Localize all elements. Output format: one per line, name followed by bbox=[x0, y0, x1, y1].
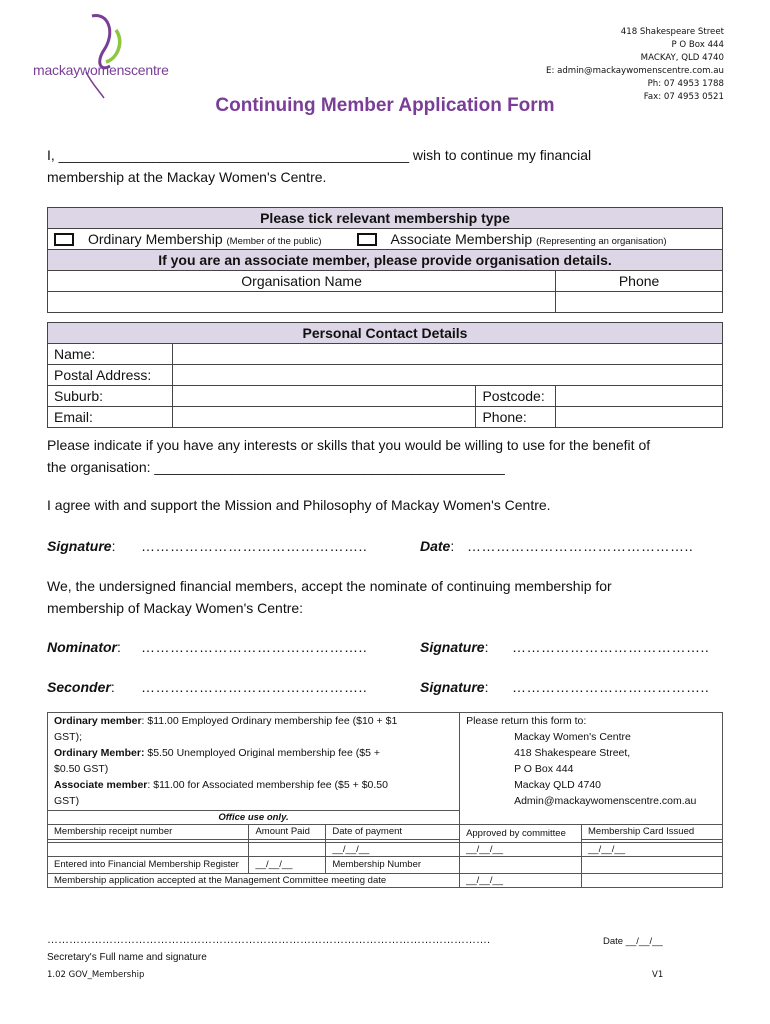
logo-text: mackaywomenscentre bbox=[33, 62, 169, 78]
accepted-blank-field[interactable] bbox=[582, 874, 723, 888]
interests-line: the organisation: _____________________________________________ bbox=[47, 459, 505, 475]
phone-label: Phone: bbox=[476, 407, 556, 428]
email-label: Email: bbox=[48, 407, 173, 428]
return-info bbox=[460, 713, 723, 825]
contact-header: Personal Contact Details bbox=[48, 323, 723, 344]
address-line: 418 Shakespeare Street bbox=[620, 27, 724, 37]
logo-swirl-icon bbox=[70, 12, 140, 102]
amount-label: Amount Paid bbox=[249, 825, 326, 840]
return-heading: Please return this form to: bbox=[466, 715, 587, 727]
seconder-signature-label: Signature bbox=[420, 679, 485, 695]
agree-text: I agree with and support the Mission and Philosophy of Mackay Women's Centre. bbox=[47, 497, 551, 513]
page-title: Continuing Member Application Form bbox=[215, 95, 555, 116]
undersigned-text bbox=[47, 575, 727, 619]
seconder-row: Seconder: ……………………………………….. Signature: ………………………………….. bbox=[47, 676, 727, 698]
accepted-date-value[interactable]: __/__/__ bbox=[460, 874, 582, 888]
secretary-signature-dots[interactable]: …………………………………………………………………………………………………………. bbox=[47, 934, 491, 946]
date-label: Date bbox=[420, 538, 451, 554]
undersigned-line: We, the undersigned financial members, accept the nominate of continuing membership for bbox=[47, 578, 612, 594]
address-line: MACKAY, QLD 4740 bbox=[640, 53, 724, 63]
amount-field-2[interactable] bbox=[249, 843, 326, 857]
name-label: Name: bbox=[48, 344, 173, 365]
associate-details-header: If you are an associate member, please provide organisation details. bbox=[48, 250, 723, 271]
fee-line: GST) bbox=[54, 795, 80, 807]
nominator-signature-label: Signature bbox=[420, 639, 485, 655]
address-line: Fax: 07 4953 0521 bbox=[643, 92, 724, 102]
nominator-label: Nominator bbox=[47, 639, 117, 655]
office-table bbox=[47, 712, 723, 888]
return-line: Mackay Women's Centre bbox=[514, 731, 631, 743]
address-line: E: admin@mackaywomenscentre.com.au bbox=[546, 66, 724, 76]
card-date-value[interactable]: __/__/__ bbox=[582, 843, 723, 857]
intro-line: I, _____________________________________________ wish to continue my financial bbox=[47, 147, 592, 163]
intro-line: membership at the Mackay Women's Centre. bbox=[47, 169, 327, 185]
approved-date-value[interactable]: __/__/__ bbox=[460, 843, 582, 857]
return-email: Admin@mackaywomenscentre.com.au bbox=[514, 795, 697, 807]
email-field[interactable] bbox=[172, 407, 476, 428]
fee-ordinary-label: Ordinary member bbox=[54, 715, 142, 727]
signature-dots[interactable]: ……………………………………….. bbox=[141, 538, 368, 554]
postal-field[interactable] bbox=[172, 365, 722, 386]
associate-note: (Representing an organisation) bbox=[536, 236, 667, 247]
seconder-dots[interactable]: ……………………………………….. bbox=[141, 679, 368, 695]
fees-info bbox=[48, 713, 460, 811]
fee-associate-label: Associate member bbox=[54, 779, 148, 791]
org-name-label: Organisation Name bbox=[48, 271, 556, 292]
ordinary-option[interactable] bbox=[48, 229, 357, 250]
signature-label: Signature bbox=[47, 538, 112, 554]
approved-label: Approved by committee bbox=[460, 825, 582, 843]
membership-number-label: Membership Number bbox=[326, 857, 460, 874]
return-line: P O Box 444 bbox=[514, 763, 574, 775]
associate-option[interactable] bbox=[357, 229, 723, 250]
payment-date-label: Date of payment bbox=[326, 825, 460, 840]
address-line: P O Box 444 bbox=[671, 40, 724, 50]
fee-unemployed-text: $5.50 Unemployed Original membership fee ($5 + bbox=[144, 747, 380, 759]
org-phone-field[interactable] bbox=[556, 292, 723, 313]
ordinary-checkbox[interactable] bbox=[54, 233, 74, 246]
fee-line: GST); bbox=[54, 731, 82, 743]
seconder-label: Seconder bbox=[47, 679, 111, 695]
interests-line: Please indicate if you have any interests or skills that you would be willing to use for the benefit of bbox=[47, 437, 651, 453]
ordinary-label: Ordinary Membership bbox=[88, 231, 223, 247]
accepted-label: Membership application accepted at the Management Committee meeting date bbox=[48, 874, 460, 888]
name-field[interactable] bbox=[172, 344, 722, 365]
intro-text bbox=[47, 144, 727, 188]
secretary-label: Secretary's Full name and signature bbox=[47, 952, 207, 963]
postal-label: Postal Address: bbox=[48, 365, 173, 386]
receipt-label: Membership receipt number bbox=[48, 825, 249, 840]
fee-ordinary-text: : $11.00 Employed Ordinary membership fee ($10 + $1 bbox=[141, 715, 398, 727]
fee-associate-text: : $11.00 for Associated membership fee ($5 + $0.50 bbox=[147, 779, 388, 791]
entered-date-value[interactable]: __/__/__ bbox=[249, 857, 326, 874]
card-label: Membership Card Issued bbox=[582, 825, 723, 840]
postcode-label: Postcode: bbox=[476, 386, 556, 407]
membership-type-header: Please tick relevant membership type bbox=[48, 208, 723, 229]
seconder-signature-dots[interactable]: ………………………………….. bbox=[512, 679, 710, 695]
nominator-dots[interactable]: ……………………………………….. bbox=[141, 639, 368, 655]
membership-table bbox=[47, 207, 723, 428]
doc-version: V1 bbox=[652, 970, 664, 980]
nominator-row: Nominator: ……………………………………….. Signature: ………………………………….. bbox=[47, 636, 727, 658]
receipt-field-2[interactable] bbox=[48, 843, 249, 857]
office-use-header: Office use only. bbox=[48, 811, 460, 825]
secretary-date[interactable]: Date __/__/__ bbox=[603, 936, 663, 947]
org-name-field[interactable] bbox=[48, 292, 556, 313]
doc-code: 1.02 GOV_Membership bbox=[47, 970, 145, 980]
org-phone-label: Phone bbox=[556, 271, 723, 292]
associate-label: Associate Membership bbox=[390, 231, 533, 247]
address-block bbox=[546, 26, 724, 104]
entered-label: Entered into Financial Membership Register bbox=[48, 857, 249, 874]
payment-date-value[interactable]: __/__/__ bbox=[326, 843, 460, 857]
return-line: Mackay QLD 4740 bbox=[514, 779, 602, 791]
associate-checkbox[interactable] bbox=[357, 233, 377, 246]
signature-row: Signature: ……………………………………….. Date: ……………………………………….. bbox=[47, 535, 727, 557]
return-line: 418 Shakespeare Street, bbox=[514, 747, 631, 759]
suburb-field[interactable] bbox=[172, 386, 476, 407]
nominator-signature-dots[interactable]: ………………………………….. bbox=[512, 639, 710, 655]
postcode-field[interactable] bbox=[556, 386, 723, 407]
ordinary-note: (Member of the public) bbox=[226, 236, 322, 247]
undersigned-line: membership of Mackay Women's Centre: bbox=[47, 600, 304, 616]
suburb-label: Suburb: bbox=[48, 386, 173, 407]
interests-text bbox=[47, 434, 727, 478]
fee-line: $0.50 GST) bbox=[54, 763, 109, 775]
phone-field[interactable] bbox=[556, 407, 723, 428]
blank-field[interactable] bbox=[582, 857, 723, 874]
address-line: Ph: 07 4953 1788 bbox=[647, 79, 724, 89]
membership-number-field[interactable] bbox=[460, 857, 582, 874]
fee-unemployed-label: Ordinary Member: bbox=[54, 747, 145, 759]
date-dots[interactable]: ……………………………………….. bbox=[467, 538, 694, 554]
